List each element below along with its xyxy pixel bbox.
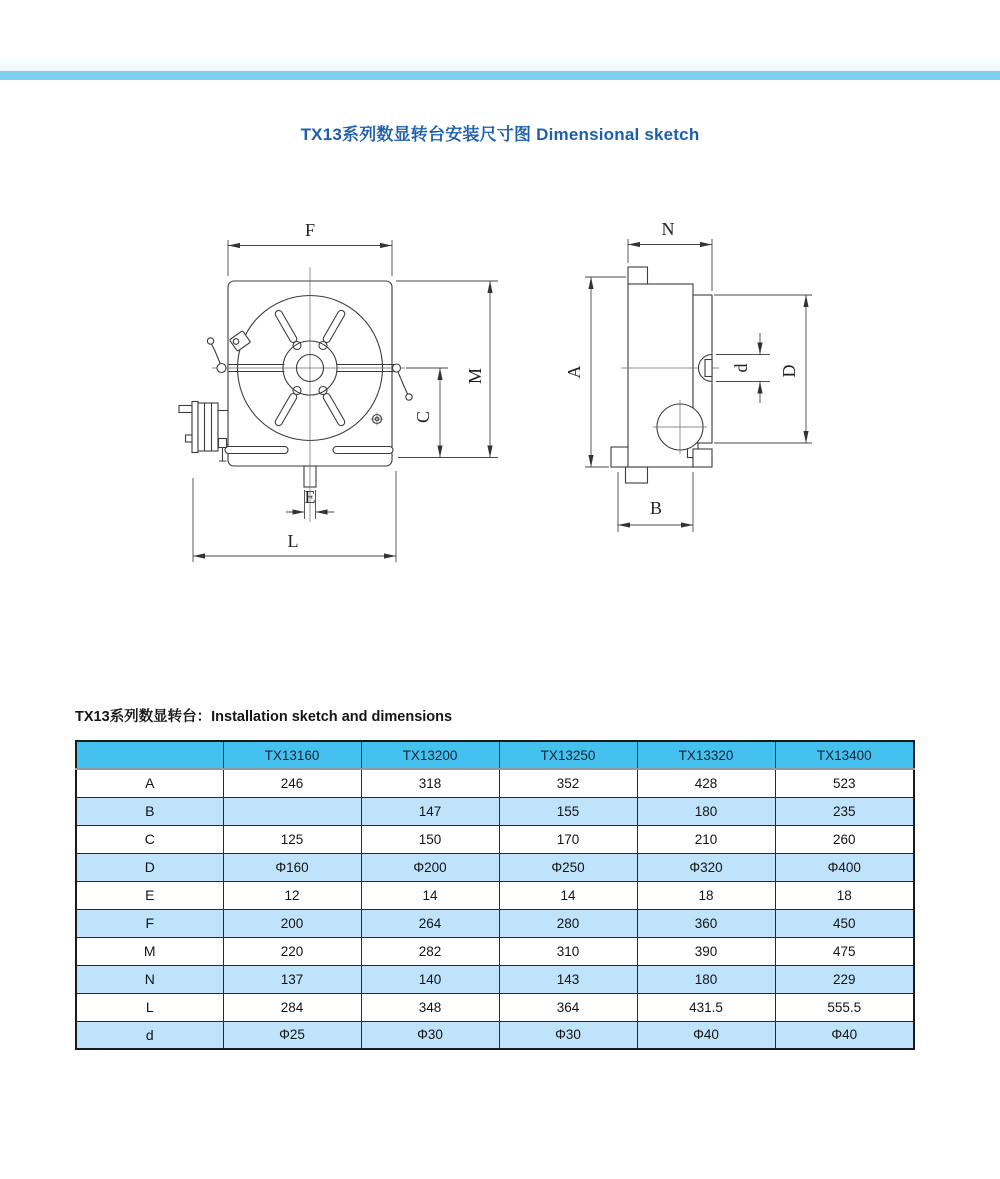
- table-cell: Φ30: [361, 1021, 499, 1049]
- column-header: TX13320: [637, 741, 775, 769]
- table-cell: 284: [223, 993, 361, 1021]
- table-row: [76, 937, 914, 965]
- row-label: F: [76, 909, 223, 937]
- table-cell: Φ25: [223, 1021, 361, 1049]
- table-cell: 140: [361, 965, 499, 993]
- column-header: TX13400: [775, 741, 914, 769]
- table-cell: 282: [361, 937, 499, 965]
- column-header: TX13160: [223, 741, 361, 769]
- table-cell: 229: [775, 965, 914, 993]
- table-cell: Φ250: [499, 853, 637, 881]
- row-label: B: [76, 797, 223, 825]
- column-header: TX13200: [361, 741, 499, 769]
- table-cell: 14: [499, 881, 637, 909]
- dim-label-m: M: [465, 367, 485, 385]
- table-row: [76, 853, 914, 881]
- handwheel: [179, 402, 228, 462]
- dimension-C: [406, 368, 448, 458]
- table-cell: 155: [499, 797, 637, 825]
- dimension-L: [193, 471, 396, 562]
- table-cell: 210: [637, 825, 775, 853]
- dim-label-l: L: [287, 531, 299, 551]
- table-row: [76, 993, 914, 1021]
- table-row: [76, 825, 914, 853]
- spec-table: [75, 740, 915, 1050]
- row-label: M: [76, 937, 223, 965]
- table-cell: Φ200: [361, 853, 499, 881]
- dim-label-b: B: [649, 498, 663, 518]
- dim-label-c: C: [413, 410, 433, 424]
- page-title: TX13系列数显转台安装尺寸图 Dimensional sketch: [300, 125, 700, 144]
- table-cell: 364: [499, 993, 637, 1021]
- column-header: [76, 741, 223, 769]
- row-label: L: [76, 993, 223, 1021]
- table-row: [76, 965, 914, 993]
- clamp-lever-right: [393, 364, 413, 400]
- table-row: [76, 797, 914, 825]
- table-row: [76, 881, 914, 909]
- table-cell: 428: [637, 769, 775, 797]
- dim-label-d-upper: D: [779, 364, 799, 378]
- table-header-row: [76, 741, 914, 769]
- column-header: TX13250: [499, 741, 637, 769]
- table-cell: 18: [775, 881, 914, 909]
- table-cell: 14: [361, 881, 499, 909]
- row-label: A: [76, 769, 223, 797]
- table-cell: 348: [361, 993, 499, 1021]
- table-cell: 555.5: [775, 993, 914, 1021]
- table-cell: 220: [223, 937, 361, 965]
- table-cell: 143: [499, 965, 637, 993]
- table-cell: 431.5: [637, 993, 775, 1021]
- row-label: C: [76, 825, 223, 853]
- table-cell: Φ320: [637, 853, 775, 881]
- dim-label-e: E: [304, 487, 316, 507]
- table-cell: 147: [361, 797, 499, 825]
- side-view-drawing: [564, 219, 812, 532]
- clamp-lever-left: [207, 338, 226, 373]
- table-cell: 360: [637, 909, 775, 937]
- front-view-drawing: [179, 220, 498, 562]
- table-cell: 137: [223, 965, 361, 993]
- table-row: [76, 909, 914, 937]
- table-cell: 180: [637, 965, 775, 993]
- table-cell: 170: [499, 825, 637, 853]
- table-cell: Φ30: [499, 1021, 637, 1049]
- dimension-M: [396, 281, 498, 458]
- table-cell: Φ40: [637, 1021, 775, 1049]
- table-cell: 450: [775, 909, 914, 937]
- dim-label-a: A: [564, 365, 584, 379]
- table-cell: 310: [499, 937, 637, 965]
- table-cell: 352: [499, 769, 637, 797]
- table-cell: 200: [223, 909, 361, 937]
- table-cell: Φ400: [775, 853, 914, 881]
- table-cell: 235: [775, 797, 914, 825]
- table-cell: Φ160: [223, 853, 361, 881]
- table-cell: Φ40: [775, 1021, 914, 1049]
- table-cell: 475: [775, 937, 914, 965]
- table-cell: [223, 797, 361, 825]
- table-cell: 125: [223, 825, 361, 853]
- row-label: D: [76, 853, 223, 881]
- table-row: [76, 769, 914, 797]
- dimension-d: [716, 333, 770, 403]
- table-cell: 523: [775, 769, 914, 797]
- dimension-D: [714, 295, 812, 443]
- dim-label-f: F: [304, 220, 316, 240]
- dim-label-d-lower: d: [731, 363, 751, 373]
- row-label: N: [76, 965, 223, 993]
- table-cell: 264: [361, 909, 499, 937]
- table-cell: 318: [361, 769, 499, 797]
- table-cell: 12: [223, 881, 361, 909]
- table-cell: 18: [637, 881, 775, 909]
- table-cell: 390: [637, 937, 775, 965]
- table-caption: TX13系列数显转台：Installation sketch and dimensions: [75, 709, 453, 725]
- table-cell: 150: [361, 825, 499, 853]
- table-row: [76, 1021, 914, 1049]
- dim-label-n: N: [661, 219, 675, 239]
- row-label: d: [76, 1021, 223, 1049]
- dimension-A: [564, 277, 626, 467]
- table-cell: 260: [775, 825, 914, 853]
- table-cell: 246: [223, 769, 361, 797]
- row-label: E: [76, 881, 223, 909]
- table-cell: 280: [499, 909, 637, 937]
- table-cell: 180: [637, 797, 775, 825]
